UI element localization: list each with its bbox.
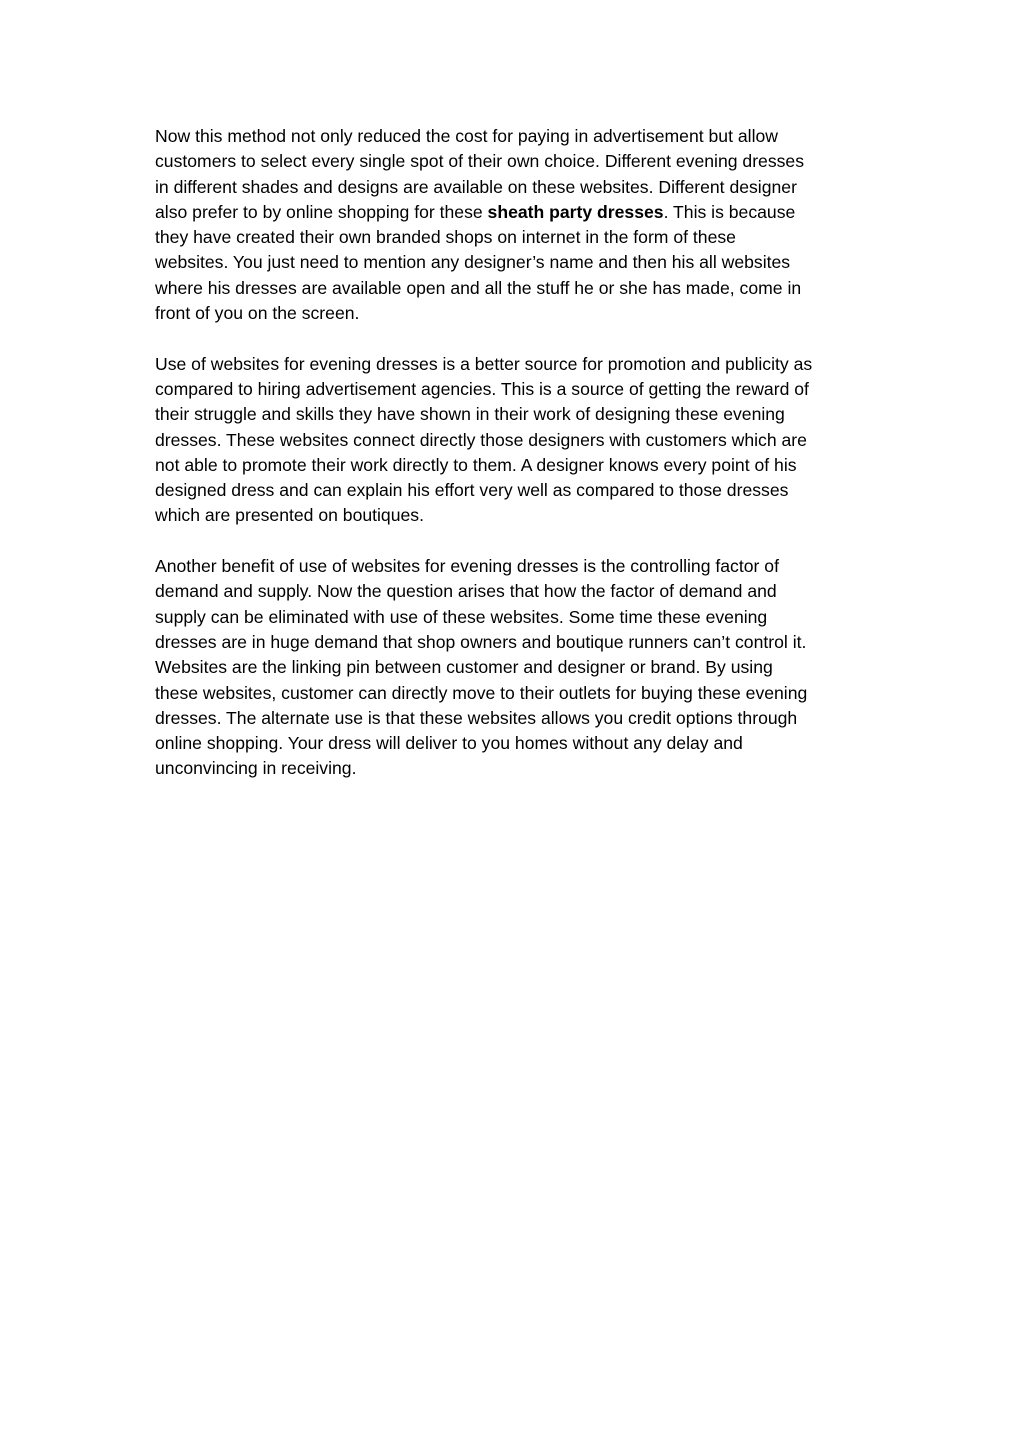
text-line: where his dresses are available open and all the stuff he or she has made, come in xyxy=(155,277,802,298)
text-line: they have created their own branded shops on internet in the form of these xyxy=(155,227,736,248)
paragraph-1 xyxy=(155,124,871,326)
text-line: unconvincing in receiving. xyxy=(155,758,357,779)
text-line: Another benefit of use of websites for evening dresses is the controlling factor of xyxy=(155,556,779,577)
text-line: front of you on the screen. xyxy=(155,303,360,324)
text-fragment: . This is because xyxy=(663,201,796,222)
text-line: these websites, customer can directly move to their outlets for buying these evening xyxy=(155,682,808,703)
text-line: supply can be eliminated with use of these websites. Some time these evening xyxy=(155,606,768,627)
text-line: compared to hiring advertisement agencies. This is a source of getting the reward of xyxy=(155,378,809,399)
paragraph-3 xyxy=(155,554,871,782)
text-line: dresses. These websites connect directly those designers with customers which are xyxy=(155,429,807,450)
text-line: which are presented on boutiques. xyxy=(155,505,424,526)
text-fragment: also prefer to by online shopping for these xyxy=(155,201,488,222)
text-line: Websites are the linking pin between customer and designer or brand. By using xyxy=(155,657,773,678)
bold-keyword-link: sheath party dresses xyxy=(487,201,664,222)
text-line: customers to select every single spot of their own choice. Different evening dresses xyxy=(155,151,805,172)
text-line: demand and supply. Now the question arises that how the factor of demand and xyxy=(155,581,777,602)
text-line: dresses. The alternate use is that these websites allows you credit options through xyxy=(155,707,798,728)
document-body xyxy=(155,124,871,807)
text-line: dresses are in huge demand that shop owners and boutique runners can’t control it. xyxy=(155,631,807,652)
text-line: websites. You just need to mention any designer’s name and then his all websites xyxy=(155,252,791,273)
text-line: not able to promote their work directly to them. A designer knows every point of his xyxy=(155,454,797,475)
text-line: in different shades and designs are available on these websites. Different designer xyxy=(155,176,797,197)
text-line-with-bold-phrase xyxy=(155,200,871,225)
text-line: designed dress and can explain his effort very well as compared to those dresses xyxy=(155,480,789,501)
text-line: online shopping. Your dress will deliver to you homes without any delay and xyxy=(155,733,743,754)
text-line: their struggle and skills they have shown in their work of designing these evening xyxy=(155,404,785,425)
text-line: Use of websites for evening dresses is a better source for promotion and publicity as xyxy=(155,353,813,374)
text-line: Now this method not only reduced the cost for paying in advertisement but allow xyxy=(155,126,778,146)
paragraph-2 xyxy=(155,352,871,529)
